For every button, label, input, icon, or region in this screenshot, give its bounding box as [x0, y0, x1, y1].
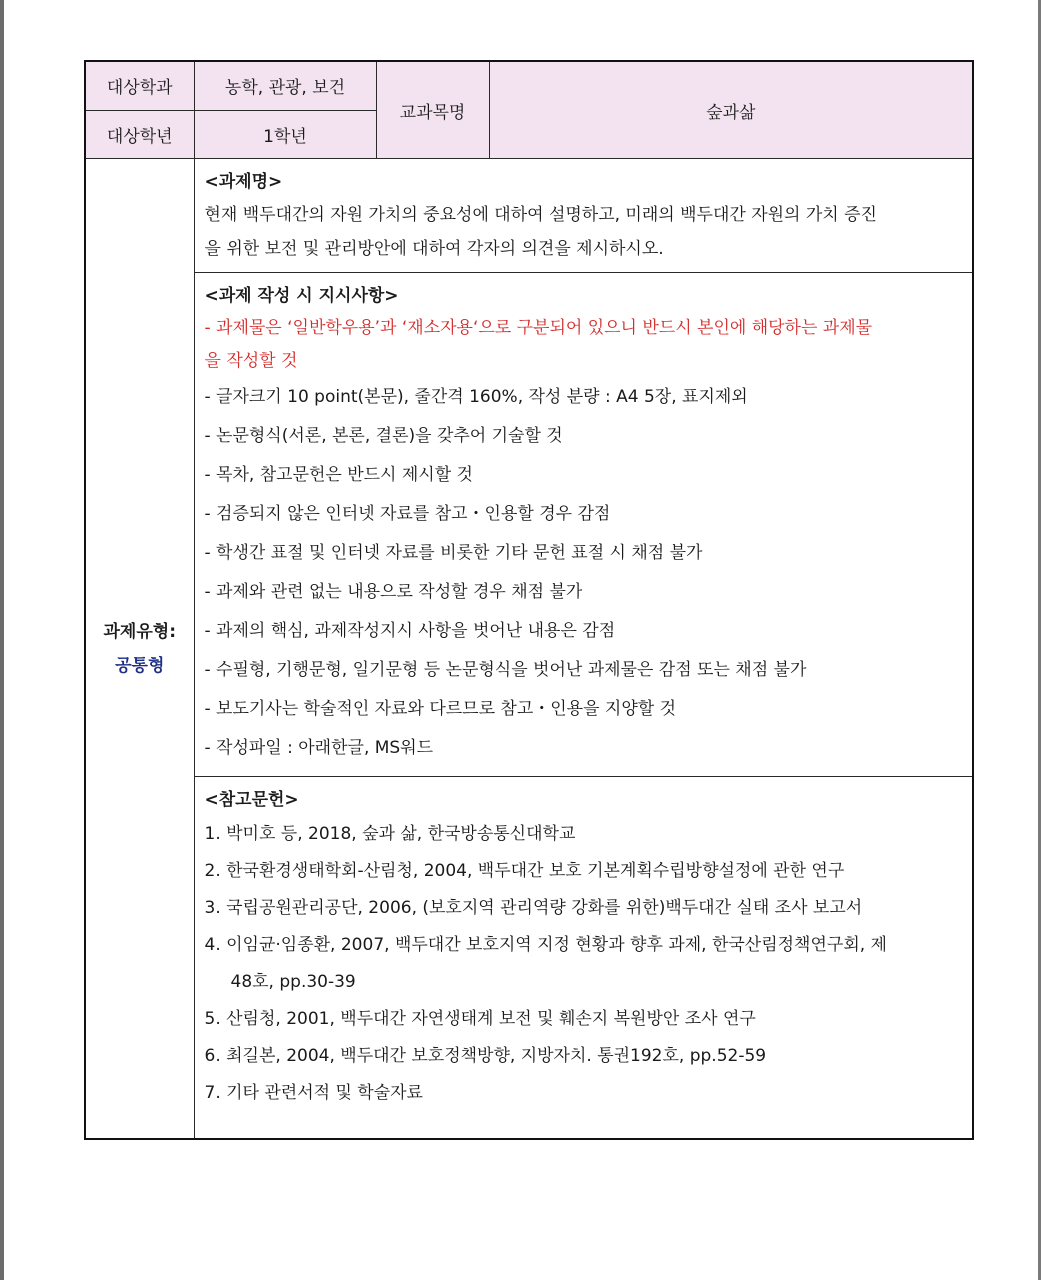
- reference-item: 5. 산림청, 2001, 백두대간 자연생태계 보전 및 훼손지 복원방안 조사 연구: [204, 1009, 756, 1029]
- reference-item: 2. 한국환경생태학회-산림청, 2004, 백두대간 보호 기본계획수립방향설정에 관한 연구: [204, 861, 845, 881]
- instructions-title: <과제 작성 시 지시사항>: [204, 286, 399, 306]
- reference-item: 6. 최길본, 2004, 백두대간 보호정책방향, 지방자치. 통권192호, pp.52-59: [204, 1046, 767, 1066]
- task-type-cell: [85, 159, 194, 1140]
- page-edge-left: [0, 0, 4, 1280]
- instruction-item: - 학생간 표절 및 인터넷 자료를 비롯한 기타 문헌 표절 시 채점 불가: [204, 543, 703, 563]
- instruction-item: - 목차, 참고문헌은 반드시 제시할 것: [204, 465, 473, 485]
- references-section: [195, 776, 973, 1138]
- assignment-text-line: 을 위한 보전 및 관리방안에 대하여 각자의 의견을 제시하시오.: [204, 239, 664, 259]
- instruction-item: - 검증되지 않은 인터넷 자료를 참고・인용할 경우 감점: [204, 504, 611, 524]
- body-row: [85, 159, 973, 1140]
- instructions-warning-line: - 과제물은 ‘일반학우용’과 ‘재소자용‘으로 구분되어 있으니 반드시 본인에 해당하는 과제물: [204, 318, 873, 338]
- assignment-table: [84, 60, 974, 1140]
- reference-item: 7. 기타 관련서적 및 학술자료: [204, 1083, 423, 1103]
- instructions-section: [195, 272, 973, 776]
- dept-label: 대상학과: [85, 61, 194, 110]
- assignment-text-line: 현재 백두대간의 자원 가치의 중요성에 대하여 설명하고, 미래의 백두대간 자원의 가치 증진: [204, 205, 877, 225]
- dept-value: 농학, 관광, 보건: [194, 61, 376, 110]
- instruction-item: - 과제의 핵심, 과제작성지시 사항을 벗어난 내용은 감점: [204, 621, 616, 641]
- task-type-value: 공통형: [115, 655, 165, 676]
- course-label: 교과목명: [376, 61, 489, 159]
- instructions-warning-line: 을 작성할 것: [204, 351, 298, 371]
- reference-item: 3. 국립공원관리공단, 2006, (보호지역 관리역량 강화를 위한)백두대간 실태 조사 보고서: [204, 898, 863, 918]
- grade-label: 대상학년: [85, 110, 194, 159]
- reference-item-continuation: 48호, pp.30-39: [230, 972, 356, 992]
- instruction-item: - 글자크기 10 point(본문), 줄간격 160%, 작성 분량 : A4 5장, 표지제외: [204, 387, 748, 407]
- assignment-section: [195, 159, 973, 272]
- instruction-item: - 논문형식(서론, 본론, 결론)을 갖추어 기술할 것: [204, 426, 563, 446]
- grade-value: 1학년: [194, 110, 376, 159]
- instruction-item: - 작성파일 : 아래한글, MS워드: [204, 738, 434, 758]
- course-value: 숲과삶: [489, 61, 973, 159]
- reference-item: 4. 이임균·임종환, 2007, 백두대간 보호지역 지정 현황과 향후 과제, 한국산림정책연구회, 제: [204, 935, 887, 955]
- instruction-item: - 수필형, 기행문형, 일기문형 등 논문형식을 벗어난 과제물은 감점 또는 채점 불가: [204, 660, 807, 680]
- instruction-item: - 과제와 관련 없는 내용으로 작성할 경우 채점 불가: [204, 582, 583, 602]
- content-cell: [194, 159, 973, 1140]
- assignment-title: <과제명>: [204, 172, 283, 192]
- references-title: <참고문헌>: [204, 790, 299, 810]
- instruction-item: - 보도기사는 학술적인 자료와 다르므로 참고・인용을 지양할 것: [204, 699, 677, 719]
- header-row-dept: [85, 61, 973, 110]
- task-type-label: 과제유형:: [103, 621, 176, 642]
- reference-item: 1. 박미호 등, 2018, 숲과 삶, 한국방송통신대학교: [204, 824, 576, 844]
